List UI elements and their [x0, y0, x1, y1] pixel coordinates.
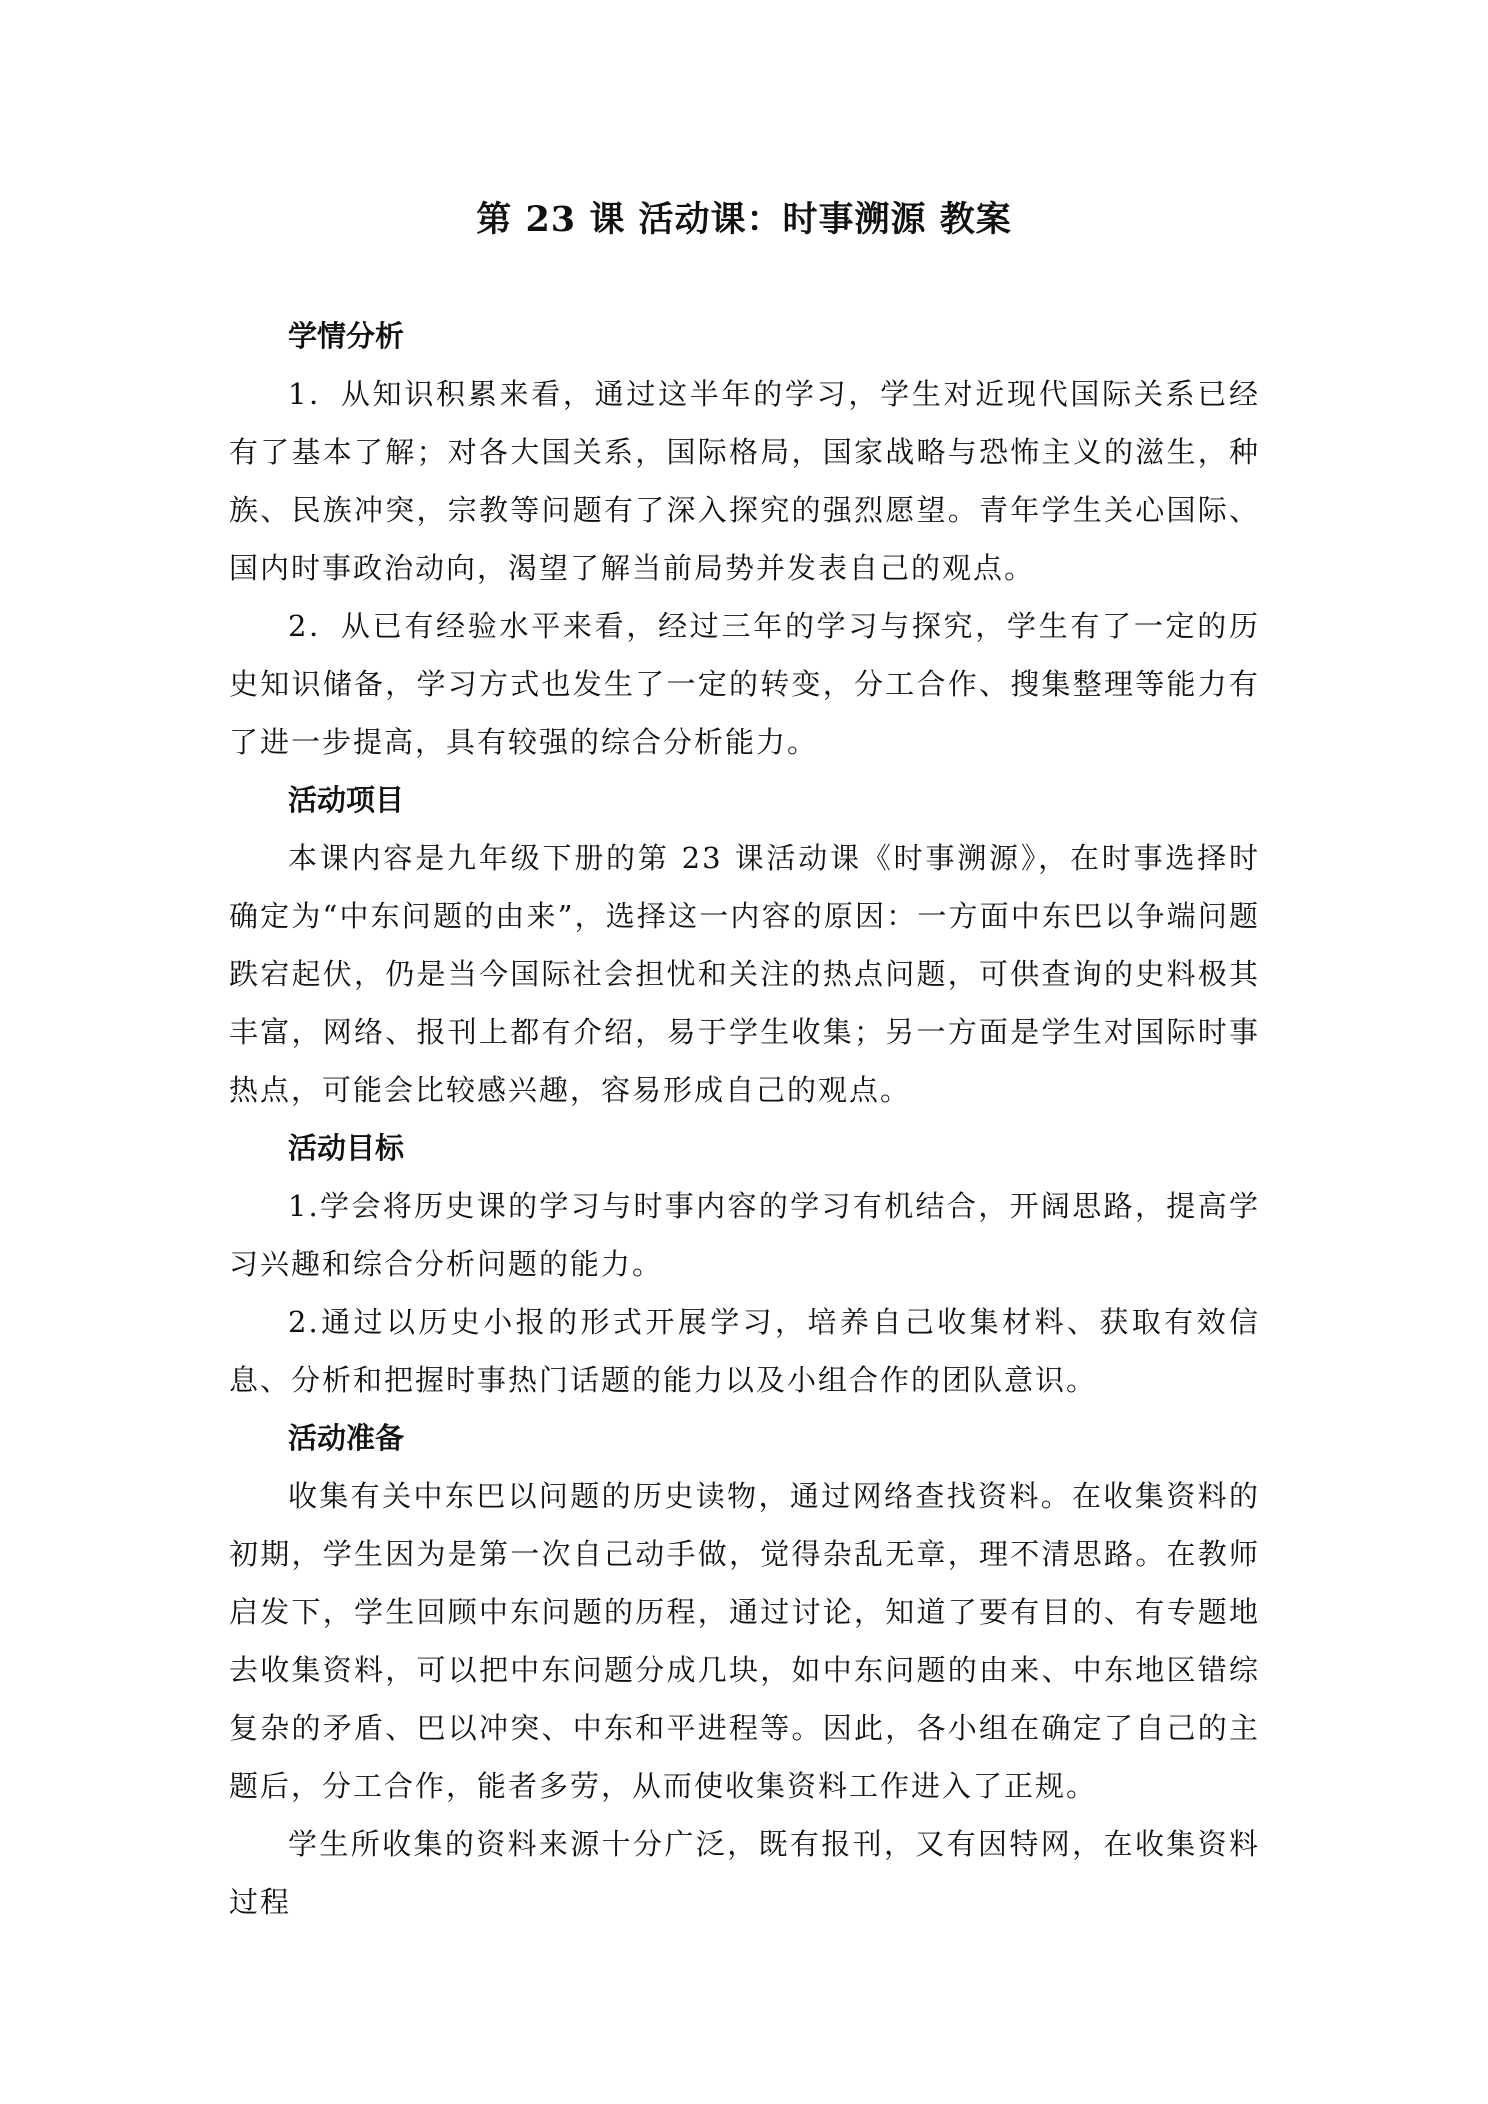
paragraph-activity-preparation-1: 收集有关中东巴以问题的历史读物，通过网络查找资料。在收集资料的初期，学生因为是第一次自己动手做，觉得杂乱无章，理不清思路。在教师启发下，学生回顾中东问题的历程，通过讨论，知道了要有目的、有专题地去收集资料，可以把中东问题分成几块，如中东问题的由来、中东地区错综复杂的矛盾、巴以冲突、中东和平进程等。因此，各小组在确定了自己的主题后，分工合作，能者多劳，从而使收集资料工作进入了正规。 — [229, 1479, 1260, 1803]
section-heading-activity-project: 活动项目 — [288, 783, 405, 817]
paragraph-activity-goals-1: 1.学会将历史课的学习与时事内容的学习有机结合，开阔思路，提高学习兴趣和综合分析问题的能力。 — [229, 1189, 1260, 1281]
paragraph-learning-analysis-1: 1．从知识积累来看，通过这半年的学习，学生对近现代国际关系已经有了基本了解；对各大国关系，国际格局，国家战略与恐怖主义的滋生，种族、民族冲突，宗教等问题有了深入探究的强烈愿望。青年学生关心国际、国内时事政治动向，渴望了解当前局势并发表自己的观点。 — [229, 377, 1260, 585]
document-body — [229, 307, 1260, 1931]
section-heading-activity-goals: 活动目标 — [288, 1131, 405, 1165]
paragraph-learning-analysis-2: 2．从已有经验水平来看，经过三年的学习与探究，学生有了一定的历史知识储备，学习方式也发生了一定的转变，分工合作、搜集整理等能力有了进一步提高，具有较强的综合分析能力。 — [229, 609, 1260, 759]
paragraph-activity-project-1: 本课内容是九年级下册的第 23 课活动课《时事溯源》，在时事选择时确定为“中东问题的由来”，选择这一内容的原因：一方面中东巴以争端问题跌宕起伏，仍是当今国际社会担忧和关注的热点问题，可供查询的史料极其丰富，网络、报刊上都有介绍，易于学生收集；另一方面是学生对国际时事热点，可能会比较感兴趣，容易形成自己的观点。 — [229, 841, 1260, 1107]
section-heading-learning-analysis: 学情分析 — [288, 319, 405, 353]
section-heading-activity-preparation: 活动准备 — [288, 1421, 405, 1455]
paragraph-activity-preparation-2: 学生所收集的资料来源十分广泛，既有报刊，又有因特网，在收集资料过程 — [229, 1827, 1260, 1919]
paragraph-activity-goals-2: 2.通过以历史小报的形式开展学习，培养自己收集材料、获取有效信息、分析和把握时事热门话题的能力以及小组合作的团队意识。 — [229, 1305, 1260, 1397]
document-title: 第 23 课 活动课：时事溯源 教案 — [476, 199, 1012, 240]
